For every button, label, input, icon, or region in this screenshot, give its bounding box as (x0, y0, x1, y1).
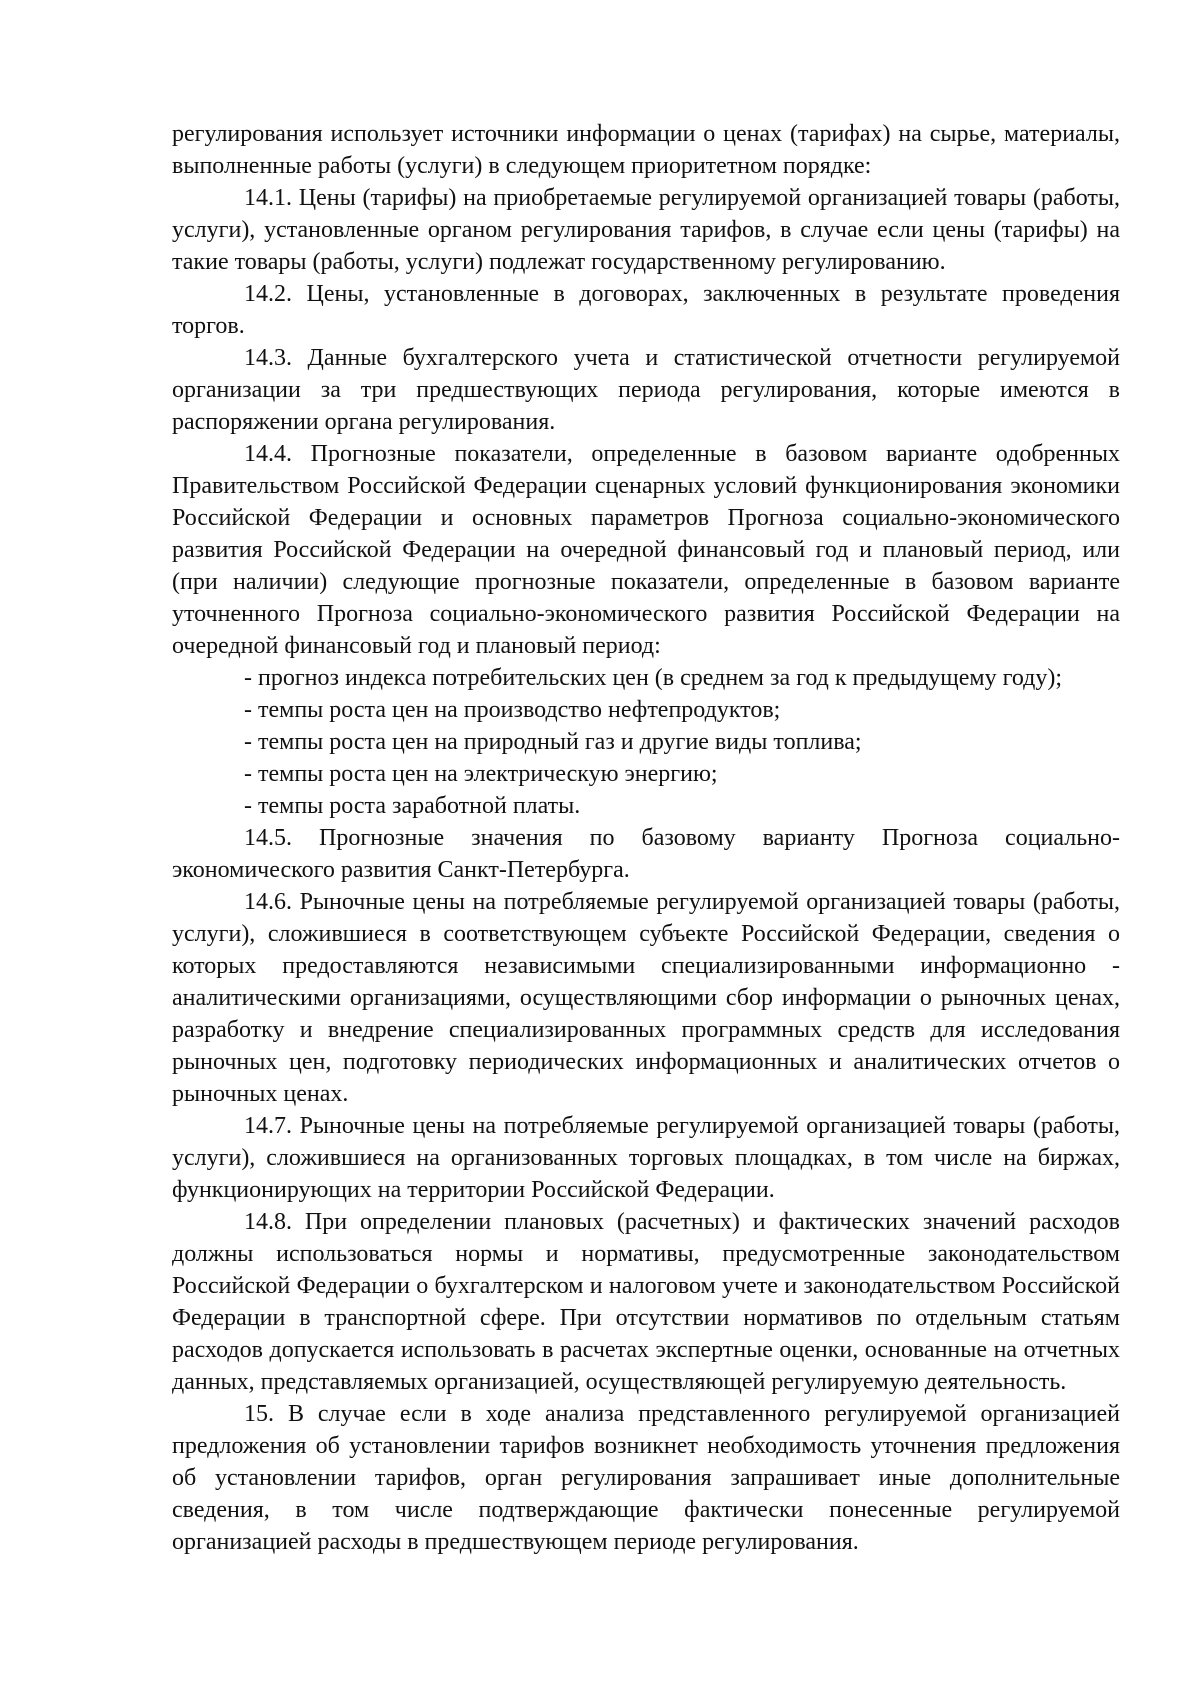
paragraph-14-3: 14.3. Данные бухгалтерского учета и статистической отчетности регулируемой организации за три предшествующих периода регулирования, которые имеются в распоряжении органа регулирования. (172, 345, 1120, 435)
document-page (172, 118, 1120, 1558)
paragraph-14-1: 14.1. Цены (тарифы) на приобретаемые регулируемой организацией товары (работы, услуги), установленные органом регулирования тарифов, в случае если цены (тарифы) на такие товары (работы, услуги) подлежат государственному регулированию. (172, 185, 1120, 275)
paragraph-continuation: регулирования использует источники информации о ценах (тарифах) на сырье, материалы, выполненные работы (услуги) в следующем приоритетном порядке: (172, 121, 1120, 179)
paragraph-14-6: 14.6. Рыночные цены на потребляемые регулируемой организацией товары (работы, услуги), сложившиеся в соответствующем субъекте Российской Федерации, сведения о которых предоставляются независимыми специализированными информационно - аналитическими организациями, осуществляющими сбор информации о рыночных ценах, разработку и внедрение специализированных программных средств для исследования рыночных цен, подготовку периодических информационных и аналитических отчетов о рыночных ценах. (172, 889, 1120, 1107)
list-item-oil-products: - темпы роста цен на производство нефтепродуктов; (244, 697, 781, 723)
list-item-cpi-forecast: - прогноз индекса потребительских цен (в среднем за год к предыдущему году); (244, 665, 1063, 691)
list-item-wages: - темпы роста заработной платы. (244, 793, 581, 819)
paragraph-14-7: 14.7. Рыночные цены на потребляемые регулируемой организацией товары (работы, услуги), сложившиеся на организованных торговых площадках, в том числе на биржах, функционирующих на территории Российской Федерации. (172, 1113, 1120, 1203)
list-item-electricity: - темпы роста цен на электрическую энергию; (244, 761, 718, 787)
paragraph-14-5: 14.5. Прогнозные значения по базовому варианту Прогноза социально-экономического развития Санкт-Петербурга. (172, 825, 1120, 883)
paragraph-14-4: 14.4. Прогнозные показатели, определенные в базовом варианте одобренных Правительством Российской Федерации сценарных условий функционирования экономики Российской Федерации и основных параметров Прогноза социально-экономического развития Российской Федерации на очередной финансовый год и плановый период, или (при наличии) следующие прогнозные показатели, определенные в базовом варианте уточненного Прогноза социально-экономического развития Российской Федерации на очередной финансовый год и плановый период: (172, 441, 1120, 659)
list-item-gas-fuel: - темпы роста цен на природный газ и другие виды топлива; (244, 729, 862, 755)
paragraph-15: 15. В случае если в ходе анализа представленного регулируемой организацией предложения об установлении тарифов возникнет необходимость уточнения предложения об установлении тарифов, орган регулирования запрашивает иные дополнительные сведения, в том числе подтверждающие фактически понесенные регулируемой организацией расходы в предшествующем периоде регулирования. (172, 1401, 1120, 1555)
paragraph-14-2: 14.2. Цены, установленные в договорах, заключенных в результате проведения торгов. (172, 281, 1120, 339)
paragraph-14-8: 14.8. При определении плановых (расчетных) и фактических значений расходов должны использоваться нормы и нормативы, предусмотренные законодательством Российской Федерации о бухгалтерском и налоговом учете и законодательством Российской Федерации в транспортной сфере. При отсутствии нормативов по отдельным статьям расходов допускается использовать в расчетах экспертные оценки, основанные на отчетных данных, представляемых организацией, осуществляющей регулируемую деятельность. (172, 1209, 1120, 1395)
